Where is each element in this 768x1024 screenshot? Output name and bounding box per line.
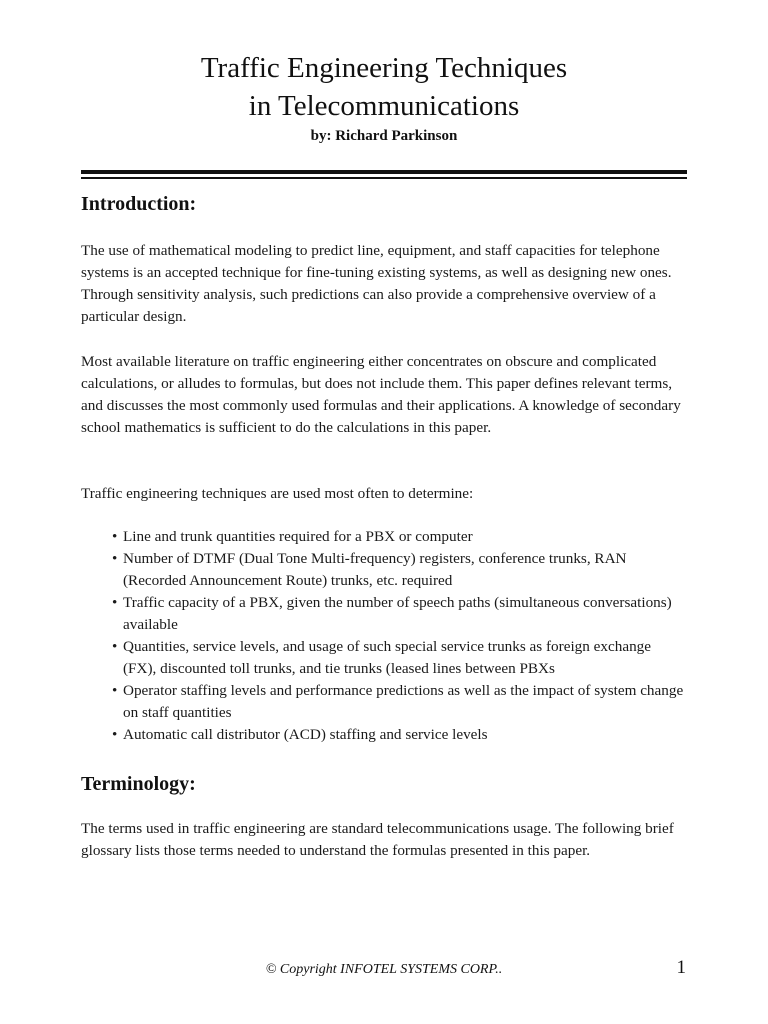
author-byline: by: Richard Parkinson <box>310 128 458 144</box>
intro-paragraph-1: The use of mathematical modeling to predict line, equipment, and staff capacities for telephone systems is an accepted technique for fine-tuning existing systems, as well as designing new ones. Through sensitivity analysis, such predictions can also provide a comprehensive overview of a particular design. <box>81 242 672 325</box>
list-item-text: Number of DTMF (Dual Tone Multi-frequency) registers, conference trunks, RAN (Recorded Announcement Route) trunks, etc. required <box>123 550 627 589</box>
bullet-marker: • <box>112 638 118 655</box>
header-rule-thin <box>81 177 687 179</box>
list-item-text: Line and trunk quantities required for a PBX or computer <box>123 528 473 545</box>
list-item <box>112 724 687 746</box>
list-item <box>112 592 687 636</box>
intro-paragraph-2: Most available literature on traffic engineering either concentrates on obscure and complicated calculations, or alludes to formulas, but does not include them. This paper defines relevant terms, and discusses the most commonly used formulas and their applications. A knowledge of secondary school mathematics is sufficient to do the calculations in this paper. <box>81 353 681 436</box>
intro-paragraph-3: Traffic engineering techniques are used most often to determine: <box>81 485 474 502</box>
list-item <box>112 636 687 680</box>
title-line-1: Traffic Engineering Techniques <box>200 52 568 84</box>
bullet-marker: • <box>112 726 118 743</box>
document-title <box>0 49 768 125</box>
terminology-heading: Terminology: <box>81 773 196 795</box>
list-item-text: Operator staffing levels and performance predictions as well as the impact of system change on staff quantities <box>123 682 684 721</box>
bullet-marker: • <box>112 594 118 611</box>
title-line-2: in Telecommunications <box>248 90 520 122</box>
list-item-text: Automatic call distributor (ACD) staffing and service levels <box>123 726 488 743</box>
header-rule-thick <box>81 170 687 174</box>
list-item <box>112 680 687 724</box>
terminology-paragraph: The terms used in traffic engineering are standard telecommunications usage. The following brief glossary lists those terms needed to understand the formulas presented in this paper. <box>81 820 674 859</box>
determination-bullet-list <box>112 526 687 746</box>
bullet-marker: • <box>112 550 118 567</box>
bullet-marker: • <box>112 682 118 699</box>
introduction-heading: Introduction: <box>81 193 197 215</box>
list-item-text: Traffic capacity of a PBX, given the number of speech paths (simultaneous conversations) available <box>123 594 672 633</box>
list-item-text: Quantities, service levels, and usage of such special service trunks as foreign exchange (FX), discounted toll trunks, and tie trunks (leased lines between PBXs <box>123 638 651 677</box>
bullet-marker: • <box>112 528 118 545</box>
page-number: 1 <box>676 957 686 978</box>
list-item <box>112 526 687 548</box>
copyright-notice: © Copyright INFOTEL SYSTEMS CORP.. <box>265 962 503 977</box>
list-item <box>112 548 687 592</box>
